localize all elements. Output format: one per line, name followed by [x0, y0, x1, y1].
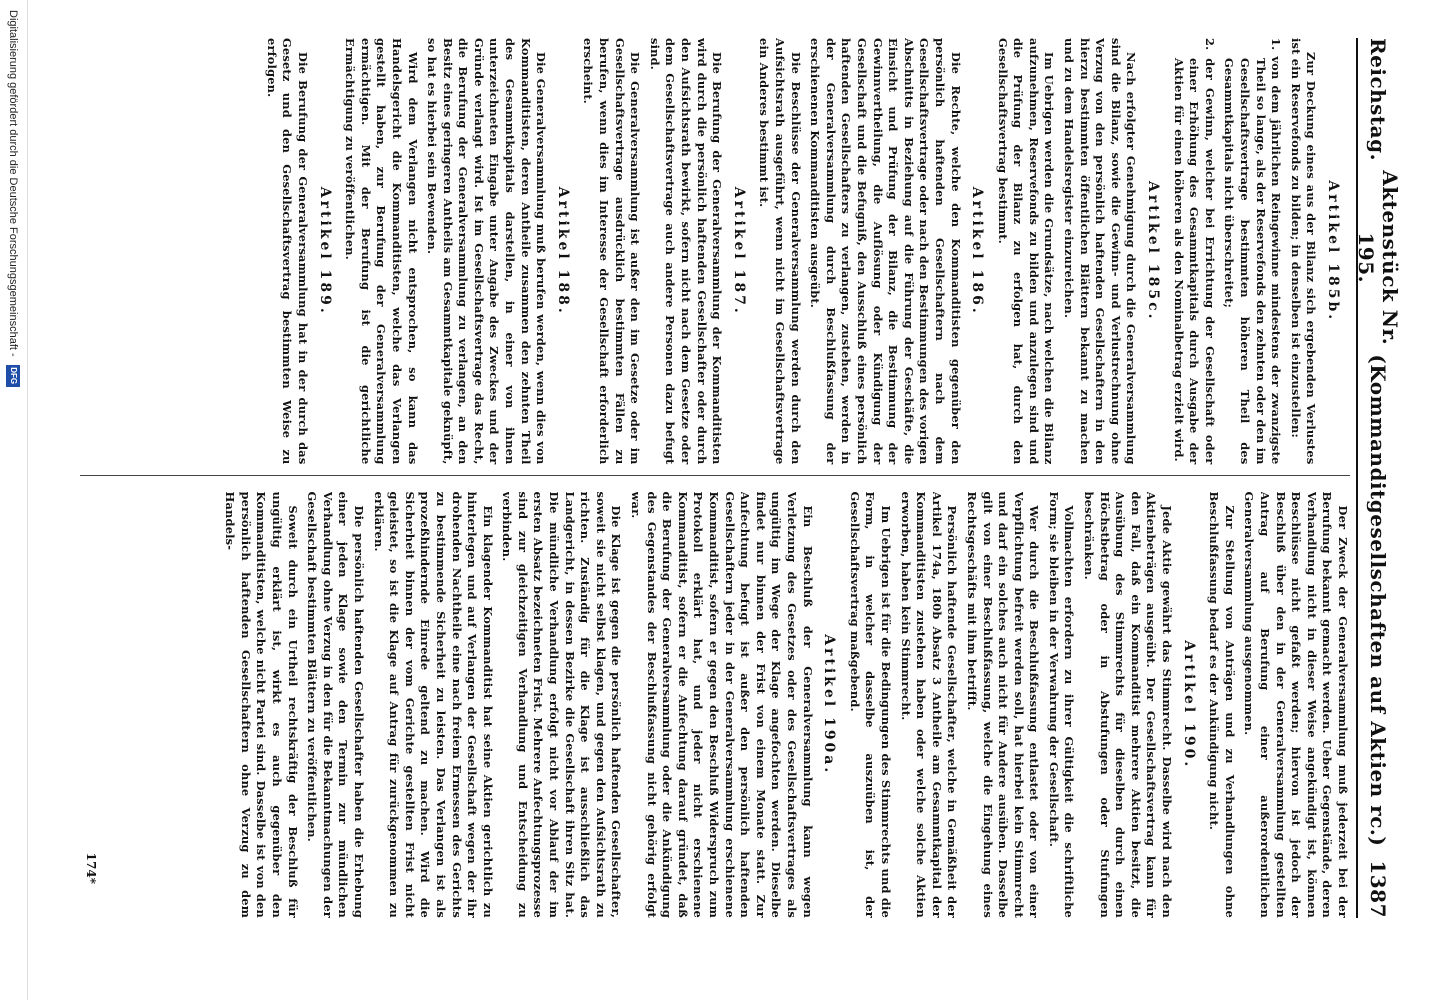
paragraph: Persönlich haftende Gesellschafter, welche in Gemäßheit der Artikel 174a, 180b Absatz 3 Antheile am Gesammtkapital der Kommanditisten zustehen haben oder welche solche Aktien erworben, haben kein Stimmrecht. [898, 491, 960, 918]
running-header [1354, 38, 1402, 918]
article-heading: Artikel 188. [554, 186, 571, 316]
list-item: 1. von dem jährlichen Reingewinne mindestens der zwanzigste Theil so lange, als der Reservefonds den zehnten oder den im Gesellschaftsvertrage bestimmten höheren Theil des Gesammtkapitals nicht überschreitet; [1222, 38, 1284, 465]
paragraph: Im Uebrigen ist für die Bedingungen des Stimmrechts und die Form, in welcher dasselbe auszuüben ist, der Gesellschaftsvertrag maßgebend. [847, 491, 893, 918]
paragraph: Soweit durch ein Urtheil rechtskräftig der Beschluß für ungültig erklärt ist, wirkt es auch gegenüber den Kommanditisten, welche nicht Partei sind. Dasselbe ist von den persönlich haftenden Gesellschaftern ohne Verzug zu dem Handels- [223, 491, 300, 918]
digitization-note: Digitalisierung gefördert durch die Deutsche Forschungsgemeinschaft - [7, 10, 20, 357]
article-heading: Artikel 185b. [1325, 180, 1341, 323]
paragraph: Vollmachten erfordern zu ihrer Gültigkeit die schriftliche Form; sie bleiben in der Verwahrung der Gesellschaft. [1046, 491, 1077, 918]
digitization-bar [0, 0, 28, 1000]
paragraph: Die persönlich haftenden Gesellschafter haben die Erhebung einer jeden Klage sowie den Termin zur mündlichen Verhandlung ohne Verzug in den für die Bekanntmachungen der Gesellschaft bestimmten Blättern zu veröffentlichen. [305, 491, 366, 918]
paragraph: Zur Deckung eines aus der Bilanz sich ergebenden Verlustes ist ein Reservefonds zu bilden; in denselben ist einzustellen: [1288, 38, 1319, 465]
paragraph: Wird dem Verlangen nicht entsprochen, so kann das Handelsgericht die Kommanditisten, welche das Verlangen gestellt haben, zur Berufung der Generalversammlung ermächtigen. Mit der Berufung ist die gerichtliche Ermächtigung zu veröffentlichen. [343, 38, 420, 465]
article-heading: Artikel 185c. [1145, 181, 1162, 322]
paragraph: Zur Stellung von Anträgen und zu Verhandlungen ohne Beschlußfassung bedarf es der Ankündigung nicht. [1207, 491, 1237, 918]
paragraph: Nach erfolgter Genehmigung durch die Generalversammlung sind die Bilanz, sowie die Gewinn- und Verlustrechnung ohne Verzug von den persönlich haftenden Gesellschaftern in den hierzu bestimmten öffentlichen Blättern bekannt zu machen und zu dem Handelsregister einzureichen. [1062, 38, 1139, 465]
header-section-title: (Kommanditgesellschaften auf Aktien rc.) [1366, 354, 1390, 847]
paragraph: Die Berufung der Generalversammlung der Kommanditisten wird durch die persönlich haftenden Gesellschafter oder durch den Aufsichtsrath bewirkt, sofern nicht nach dem Gesetze oder dem Gesellschaftsvertrage auch andere Personen dazu befugt sind. [647, 38, 725, 465]
paragraph: Die Generalversammlung muß berufen werden, wenn dies von Kommanditisten, deren Antheile zusammen den zehnten Theil des Gesammtkapitals darstellen, in einer von ihnen unterzeichneten Eingabe unter Angabe des Zweckes und der Gründe verlangt wird. Ist im Gesellschaftsvertrage das Recht, die Berufung der Generalversammlung zu verlangen, an den Besitz eines geringeren Antheils am Gesammtkapitale geknüpft, so hat es hierbei sein Bewenden. [425, 38, 549, 465]
article-heading: Artikel 190a. [821, 634, 838, 776]
article-heading: Artikel 189. [316, 186, 333, 316]
header-left: Reichstag. [1366, 38, 1390, 162]
header-document-number: Aktenstück Nr. 195. [1354, 170, 1402, 346]
dfg-logo-icon: DFG [7, 365, 21, 387]
paragraph: Die Klage ist gegen die persönlich haftenden Gesellschafter, soweit sie nicht selbst klagen, und gegen den Aufsichtsrath zu richten. Zuständig für die Klage ist ausschließlich das Landgericht, in dessen Bezirke die Gesellschaft ihren Sitz hat. Die mündliche Verhandlung erfolgt nicht vor Ablauf der im ersten Absatz bezeichneten Frist. Mehrere Anfechtungsprozesse sind zur gleichzeitigen Verhandlung und Entscheidung zu verbinden. [500, 491, 624, 918]
article-heading: Artikel 190. [1180, 640, 1197, 770]
text-columns [80, 38, 1350, 918]
paragraph: Die Generalversammlung ist außer den im Gesetze oder im Gesellschaftsvertrage ausdrücklich bestimmten Fällen zu berufen, wenn dies im Interesse der Gesellschaft erforderlich erscheint. [581, 38, 643, 465]
paragraph: Jede Aktie gewährt das Stimmrecht. Dasselbe wird nach den Aktienbeträgen ausgeübt. Der Gesellschaftsvertrag kann für den Fall, daß ein Kommanditist mehrere Aktien besitzt, die Ausübung des Stimmrechts für dieselben durch einen Höchstbetrag oder in Abstufungen oder Stufungen beschränken. [1082, 491, 1175, 918]
paragraph: Der Zweck der Generalversammlung muß jederzeit bei der Berufung bekannt gemacht werden. Ueber Gegenstände, deren Verhandlung nicht in dieser Weise angekündigt ist, können Beschlüsse nicht gefaßt werden; hiervon ist jedoch der Beschluß über den in der Generalversammlung gestellten Antrag auf Berufung einer außerordentlichen Generalversammlung ausgenommen. [1242, 491, 1350, 918]
signature-mark: 174* [84, 852, 98, 884]
article-heading: Artikel 186. [969, 186, 986, 316]
paragraph: Die Beschlüsse der Generalversammlung werden durch den Aufsichtsrath ausgeführt, wenn nicht im Gesellschaftsvertrage ein Anderes bestimmt ist. [757, 38, 803, 465]
paragraph: Die Rechte, welche den Kommanditisten gegenüber den persönlich haftenden Gesellschaftern nach dem Gesellschaftsvertrage oder nach den Bestimmungen des vorigen Abschnitts in Beziehung auf die Führung der Geschäfte, die Einsicht und Prüfung der Bilanz, die Bestimmung der Gewinnvertheilung, die Auflösung oder Kündigung der Gesellschaft und die Befugniß, den Ausschluß eines persönlich haftenden Gesellschafters zu verlangen, zustehen, werden in der Generalversammlung durch Beschlußfassung der erschienenen Kommanditisten ausgeübt. [808, 38, 963, 465]
left-column [80, 38, 1350, 476]
paragraph: Wer durch die Beschlußfassung entlastet oder von einer Verpflichtung befreit werden soll, hat hierbei kein Stimmrecht und darf ein solches auch nicht für Andere ausüben. Dasselbe gilt von einer Beschlußfassung, welche die Eingehung eines Rechtsgeschäfts mit ihm betrifft. [964, 491, 1042, 918]
paragraph: Im Uebrigen werden die Grundsätze, nach welchen die Bilanz aufzunehmen, Reservefonds zu bilden und anzulegen sind und die Prüfung der Bilanz zu erfolgen hat, durch den Gesellschaftsvertrag bestimmt. [995, 38, 1057, 465]
list-item: 2. der Gewinn, welcher bei Errichtung der Gesellschaft oder einer Erhöhung des Gesammtkapitals durch Ausgabe der Aktien für einen höheren als den Nominalbetrag erzielt wird. [1171, 38, 1217, 465]
article-heading: Artikel 187. [730, 186, 747, 316]
paragraph: Ein Beschluß der Generalversammlung kann wegen Verletzung des Gesetzes oder des Gesellschaftsvertrages als ungültig im Wege der Klage angefochten werden. Dieselbe findet nur binnen der Frist von einem Monate statt. Zur Anfechtung befugt ist außer den persönlich haftenden Gesellschaftern jeder in der Generalversammlung erschienene Kommanditist, sofern er gegen den Beschluß Widerspruch zum Protokoll erklärt hat, und jeder nicht erschienene Kommanditist, sofern er die Anfechtung darauf gründet, daß die Berufung der Generalversammlung oder die Ankündigung des Gegenstandes der Beschlußfassung nicht gehörig erfolgt war. [629, 491, 815, 918]
document-sheet [78, 38, 1402, 918]
paragraph: Die Berufung der Generalversammlung hat in der durch das Gesetz und den Gesellschaftsvertrag bestimmten Weise zu erfolgen. [264, 38, 310, 465]
paragraph: Ein klagender Kommanditist hat seine Aktien gerichtlich zu hinterlegen und auf Verlangen der Gesellschaft wegen der ihr drohenden Nachtheile eine nach freiem Ermessen des Gerichts zu bestimmende Sicherheit zu leisten. Das Verlangen ist als prozeßhindernde Einrede geltend zu machen. Wird die Sicherheit binnen der vom Gerichte gestellten Frist nicht geleistet, so ist die Klage auf Antrag für zurückgenommen zu erklären. [371, 491, 495, 918]
page-number: 1387 [1366, 860, 1390, 918]
right-column [80, 492, 1350, 919]
